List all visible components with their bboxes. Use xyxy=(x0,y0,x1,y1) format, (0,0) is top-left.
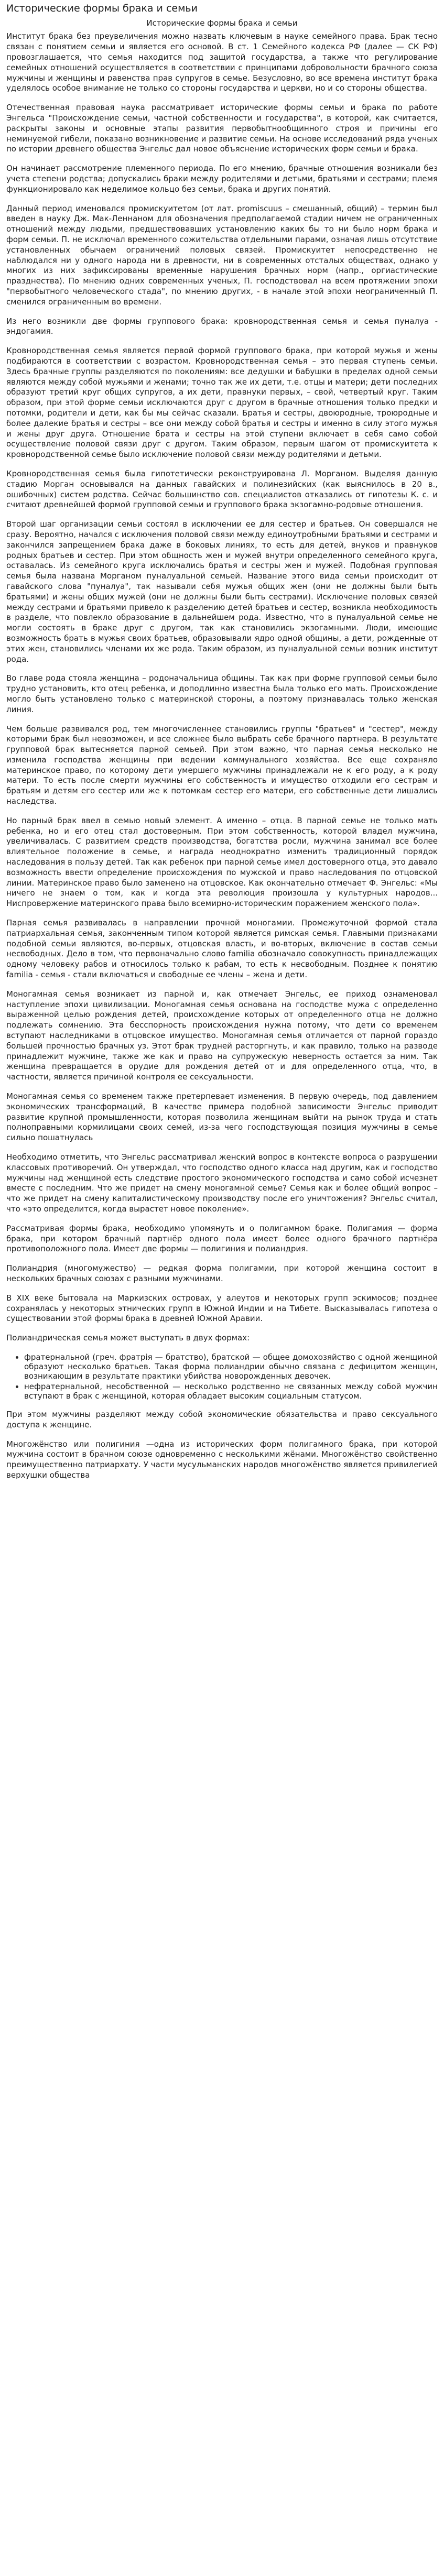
polyandry-forms-list xyxy=(6,1352,438,1401)
paragraph-2: Отечественная правовая наука рассматривает исторические формы семьи и брака по работе Энгельса "Происхождение семьи, частной собственности и государства", в которой, как считается, раскрыты законы и основные этапы развития первобытнообщинного строя и причины его неминуемой гибели, показано возникновение и развитие семьи. На основе исследований ряда ученых по истории древнего общества Энгельс дал новое объяснение исторических форм семьи и брака. xyxy=(6,103,438,154)
paragraph-9: Во главе рода стояла женщина – родоначальница общины. Так как при форме групповой семьи было трудно установить, кто отец ребенка, и доподлинно известна была только его мать. Происхождение могло быть установлено только с материнской стороны, а поэтому признавалась только женская линия. xyxy=(6,673,438,714)
paragraph-6: Кровнородственная семья является первой формой группового брака, при которой мужья и жены подбираются в соответствии с возрастом. Кровнородственная семья – это первая ступень семьи. Здесь брачные группы разделяются по поколениям: все дедушки и бабушки в пределах одной семьи являются между собой мужьями и женами; точно так же их дети, т.е. отцы и матери; дети последних образуют третий круг общих супругов, а их дети, правнуки первых, – свой, четвертый круг. Таким образом, при этой форме семьи исключаются друг с другом в брачные отношения только предки и потомки, родители и дети, как бы мы сейчас сказали. Братья и сестры, двоюродные, троюродные и более далекие братья и сестры – все они между собой братья и сестры и именно в силу этого мужья и жены друг друга. Отношение брата и сестры на этой ступени включает в себя само собой осуществление половой связи друг с другом. Таким образом, первым шагом от промискуитета к кровнородственной семье было исключение половой связи между родителями и детьми. xyxy=(6,346,438,460)
page-title: Исторические формы брака и семьи xyxy=(6,3,198,14)
article-subtitle: Исторические формы брака и семьи xyxy=(146,18,298,28)
paragraph-15: Необходимо отметить, что Энгельс рассматривал женский вопрос в контексте вопроса о разрушении классовых противоречий. Он утверждал, что господство одного класса над другим, как и господство мужчины над женщиной есть следствие простого экономического господства и само собой исчезнет вместе с последним. Что же придет на смену моногамной семье? Семья как и более общий вопрос – что же придет на смену капиталистическому производству после его уничтожения? Энгельс считал, что «это определится, когда вырастет новое поколение». xyxy=(6,1152,438,1214)
paragraph-1: Институт брака без преувеличения можно назвать ключевым в науке семейного права. Брак тесно связан с понятием семьи и является его основой. В ст. 1 Семейного кодекса РФ (далее — СК РФ) провозглашается, что семья находится под защитой государства, а также что регулирование семейных отношений осуществляется в соответствии с принципами добровольности брачного союза мужчины и женщины и равенства прав супругов в семье. Безусловно, во все времена институт брака уделялось особое внимание не только со стороны государства и церкви, но и со стороны общества. xyxy=(6,31,438,93)
paragraph-20: При этом мужчины разделяют между собой экономические обязательства и право сексуального доступа к женщине. xyxy=(6,1409,438,1429)
paragraph-5: Из него возникли две формы группового брака: кровнородственная семья и семья пуналуа - эндогамия. xyxy=(6,316,438,336)
paragraph-10: Чем больше развивался род, тем многочисленнее становились группы "братьев" и "сестер", между которыми брак был невозможен, и все сложнее было выбрать себе брачного партнера. В результате групповой брак вытесняется парной семьей. При этом важно, что парная семья несколько не изменила господства женщины при ведении коммунального хозяйства. Все еще сохраняло материнское право, по которому дети умершего мужчины принадлежали не к его роду, а к роду матери. То есть после смерти мужчины его собственность и имущество отходили его сестрам и братьям и детям его сестер или же к потомкам сестер его матери, его собственные дети лишались наследства. xyxy=(6,724,438,806)
paragraph-21: Многожёнство или полигиния —одна из исторических форм полигамного брака, при которой мужчина состоит в брачном союзе одновременно с несколькими жёнами. Многожёнство свойственно преимущественно патриархату. У части мусульманских народов многожёнство является привилегией верхушки общества xyxy=(6,1439,438,1480)
paragraph-12: Парная семья развивалась в направлении прочной моногамии. Промежуточной формой стала патриархальная семья, законченным типом которой является римская семья. Главными признаками подобной семьи являются, во-первых, отцовская власть, и во-вторых, включение в состав семьи несвободных. Дело в том, что первоначально слово familia обозначало совокупность принадлежащих одному человеку рабов и относилось только к рабам, то есть к несвободным. Позднее к понятию familia - семья - стали включаться и свободные ее члены – жена и дети. xyxy=(6,918,438,980)
paragraph-19: Полиандрическая семья может выступать в двух формах: xyxy=(6,1333,250,1343)
paragraph-8: Второй шаг организации семьи состоял в исключении ее для сестер и братьев. Он совершался не сразу. Вероятно, начался с исключения половой связи между единоутробными братьями и сестрами и закончился запрещением брака даже в боковых линиях, то есть для детей, внуков и правнуков родных братьев и сестер. При этом общность жен и мужей внутри определенного семейного круга, оставалась. Из семейного круга исключались братья и сестры жен и мужей. Подобная групповая семья была названа Морганом пуналуальной семьей. Название этого вида семьи происходит от гавайского слова "пуналуа", так называли себя мужья общих жен (они не должны были быть братьями) и жены общих мужей (они не должны были быть сестрами). Исключение половых связей между сестрами и братьями привело к разделению детей братьев и сестер, возникла необходимость в разделе, что повлекло образование в дальнейшем рода. Известно, что в пуналуальной семье не могли состоять в браке друг с другом, так как становились экзогамными. Люди, имеющие возможность брать в мужья своих братьев, образовывали ядро одной общины, а дети, рожденные от этих жен, становились членами их же рода. Таким образом, из пуналуальной семьи возник институт рода. xyxy=(6,519,438,664)
paragraph-17: Полиандрия (многомужество) — редкая форма полигамии, при которой женщина состоит в нескольких брачных союзах с разными мужчинами. xyxy=(6,1263,438,1283)
paragraph-11: Но парный брак ввел в семью новый элемент. А именно – отца. В парной семье не только мать ребенка, но и его отец стал достоверным. При этом собственность, которой владел мужчина, увеличивалась. С развитием средств производства, богатства росли, мужчина занимал все более влиятельное положение в семье, и награда неоднократно изменить традиционный порядок наследования в пользу детей. Так как ребенок при парной семье имел достоверного отца, это давало возможность ввести определение происхождения по мужской и право наследования по отцовской линии. Материнское право было заменено на отцовское. Как окончательно отмечает Ф. Энгельс: «Мы ничего не знаем о том, как и когда эта революция произошла у культурных народов... Ниспровержение материнского права было всемирно-историческим поражением женского пола». xyxy=(6,815,438,909)
paragraph-14: Моногамная семья со временем также претерпевает изменения. В первую очередь, под давлением экономических трансформаций, В качестве примера подобной зависимости Энгельс приводит развитие крупной промышленности, которая позволила женщинам выйти на рынок труда и стать полноправными кормилицами своих семей, из-за чего господствующая позиция мужчины в семье сильно пошатнулась xyxy=(6,1091,438,1143)
paragraph-16: Рассматривая формы брака, необходимо упомянуть и о полигамном браке. Полигамия — форма брака, при котором брачный партнёр одного пола имеет более одного брачного партнёра противоположного пола. Имеет две формы — полигиния и полиандрия. xyxy=(6,1223,438,1254)
list-item: • нефратернальной, несобственной — несколько родственно не связанных между собой мужчин вступают в брак с женщиной, которая обладает высоким социальным статусом. xyxy=(24,1382,438,1401)
paragraph-7: Кровнородственная семья была гипотетически реконструирована Л. Морганом. Выделяя данную стадию Морган основывался на данных гавайских и полинезийских (как выяснилось в 20 в., ошибочных) систем родства. Сейчас большинство сов. специалистов отказались от гипотезы К. с. и считают древнейшей формой групповой семьи и группового брака экзогамно-родовые отношения. xyxy=(6,468,438,510)
list-item: • фратернальной (греч. фратрія — братство), братской — общее домохозяйство с одной женщиной образуют несколько братьев. Такая форма полиандрии обычно связана с дефицитом женщин, возникающим в результате практики убийства новорожденных девочек. xyxy=(24,1352,438,1381)
paragraph-4: Данный период именовался промискуитетом (от лат. promiscuus – смешанный, общий) – термин был введен в науку Дж. Мак-Леннаном для обозначения предполагаемой стадии ничем не ограниченных отношений между людьми, предшествовавших установлению каких бы то ни было норм брака и форм семьи. П. не исключал временного сожительства отдельными парами, означая лишь отсутствие установленных обычаем ограничений половых связей. Промискуитет непосредственно не наблюдался ни у одного народа ни в древности, ни в современных отсталых обществах, однако у многих из них зафиксированы временные нарушения брачных норм (напр., оргиастические празднества). По мнению одних современных ученых, П. господствовал на всем протяжении эпохи "первобытного человеческого стада", по мнению других, - в начале этой эпохи неограниченный П. сменился ограниченным во времени. xyxy=(6,203,438,307)
paragraph-3: Он начинает рассмотрение племенного периода. По его мнению, брачные отношения возникали без учета степени родства; допускались браки между родителями и детьми, братьями и сестрами; племя функционировало как неделимое кольцо без семьи, брака и других понятий. xyxy=(6,163,438,194)
paragraph-13: Моногамная семья возникает из парной и, как отмечает Энгельс, ее приход ознаменовал наступление эпохи цивилизации. Моногамная семья основана на господстве мужа с определенно выраженной целью рождения детей, происхождение которых от определенного отца не должно подлежать сомнению. Эта бесспорность происхождения нужна потому, что дети со временем вступают наследниками в отцовское имущество. Моногамная семья отличается от парной гораздо большей прочностью брачных уз. Этот брак трудней расторгнуть, и как правило, только на разводе принадлежит мужчине, также же как и право на супружескую неверность остается за ним. Так женщина превращается в орудие для рождения детей от и для определенного отца, что, в частности, является причиной контроля ее сексуальности. xyxy=(6,989,438,1082)
paragraph-18: В XIX веке бытовала на Маркизских островах, у алеутов и некоторых групп эскимосов; позднее сохранялась у некоторых этнических групп в Южной Индии и на Тибете. Высказывалась гипотеза о существовании этой формы брака в древней Южной Аравии. xyxy=(6,1293,438,1324)
